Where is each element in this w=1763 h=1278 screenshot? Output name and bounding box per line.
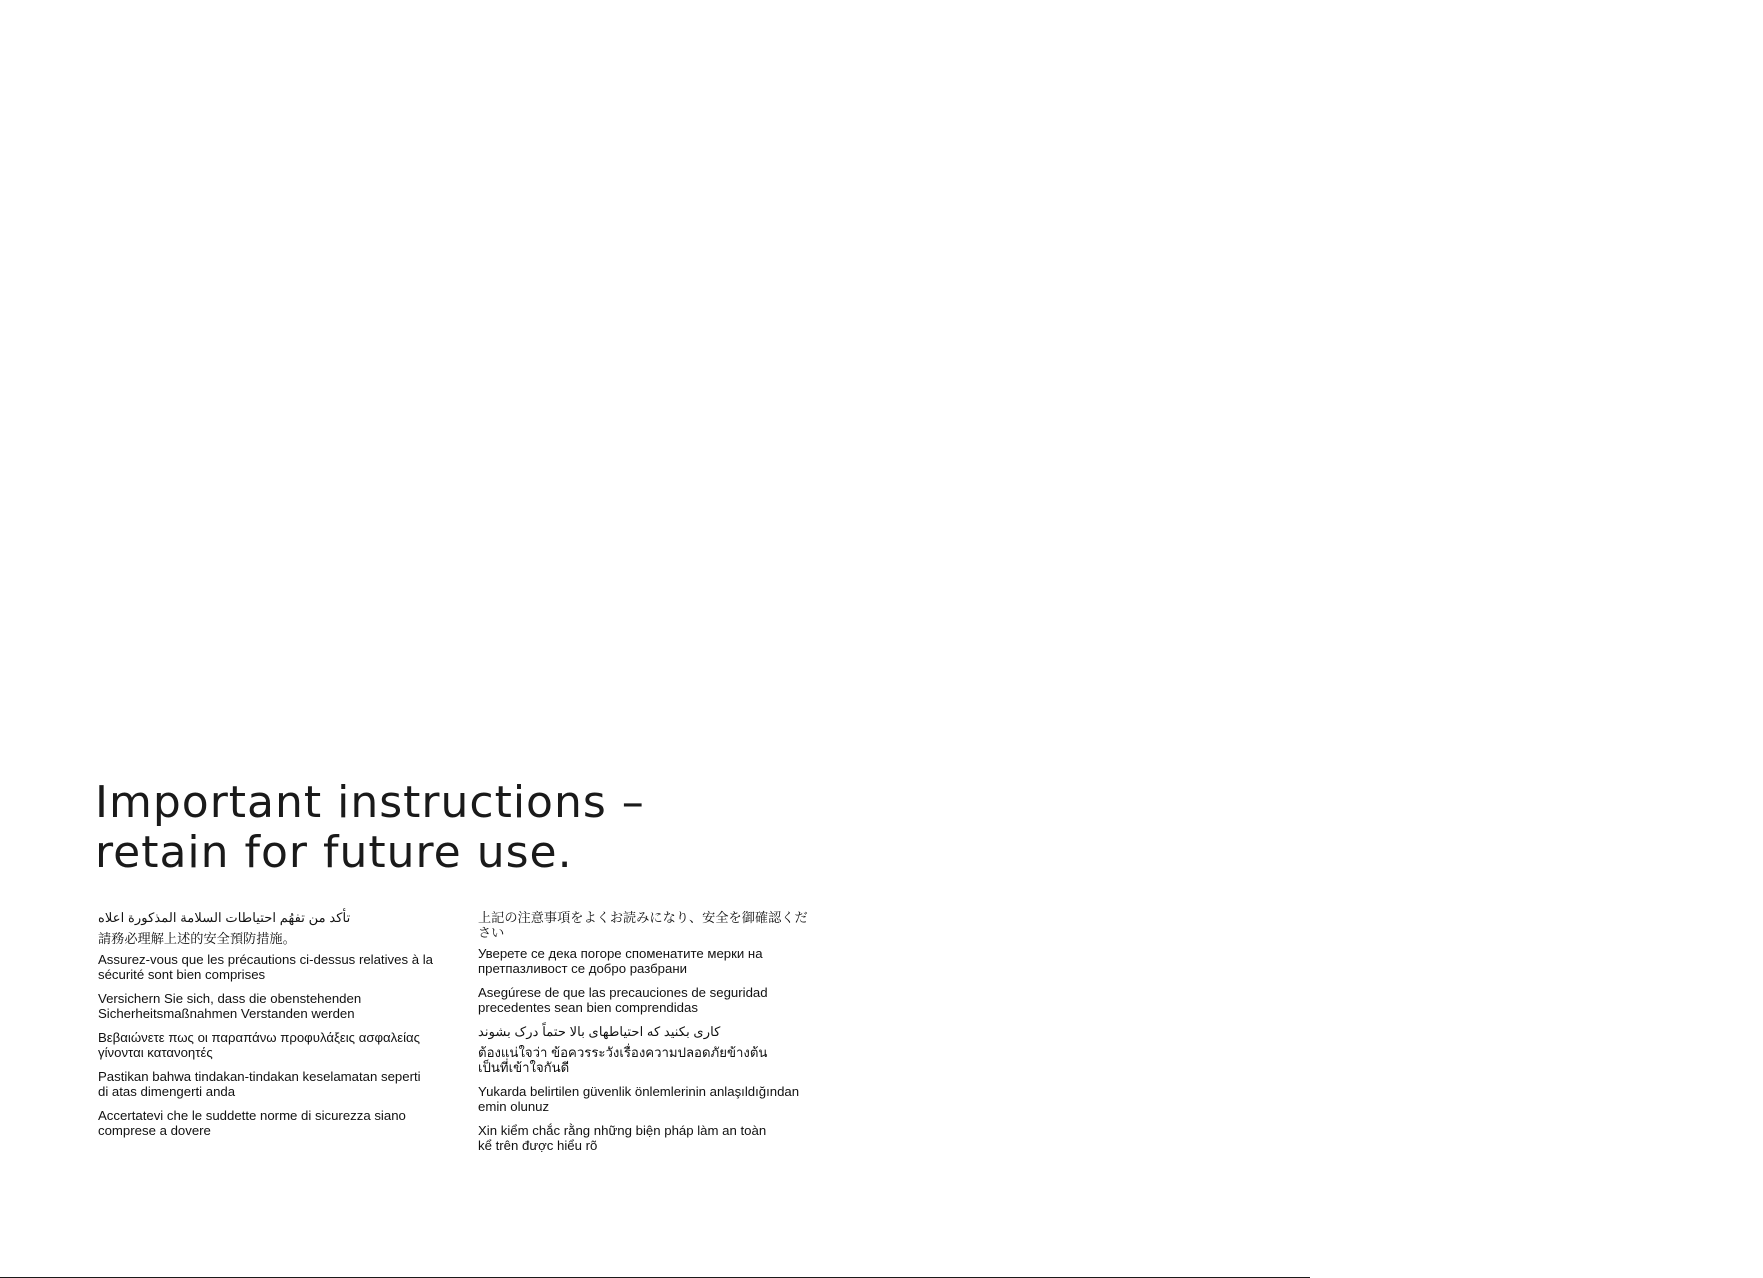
title-line-2: retain for future use.	[95, 827, 573, 878]
instruction-german: Versichern Sie sich, dass die obenstehenden Sicherheitsmaßnahmen Verstanden werden	[98, 991, 362, 1021]
instruction-persian: کاری بکنید که احتیاطهای بالا حتماً درک بشوند	[478, 1024, 721, 1039]
instruction-spanish: Asegúrese de que las precauciones de seguridad precedentes sean bien comprendidas	[478, 985, 768, 1015]
instruction-thai: ต้องแน่ใจว่า ข้อควรระวังเรื่องความปลอดภัยข้างต้น เป็นที่เข้าใจกันดี	[478, 1045, 768, 1075]
right-language-column	[478, 910, 818, 1162]
instruction-vietnamese: Xin kiểm chắc rằng những biện pháp làm an toàn kể trên được hiểu rõ	[478, 1123, 767, 1153]
instruction-macedonian: Уверете се дека погоре споменатите мерки на претпазливост се добро разбрани	[478, 946, 763, 976]
instruction-indonesian: Pastikan bahwa tindakan-tindakan keselamatan seperti di atas dimengerti anda	[98, 1069, 421, 1099]
instruction-chinese: 請務必理解上述的安全預防措施。	[98, 931, 296, 946]
left-language-column	[98, 910, 438, 1147]
title-line-1: Important instructions –	[95, 777, 645, 828]
instruction-greek: Βεβαιώνετε πως οι παραπάνω προφυλάξεις ασφαλείας γίνονται κατανοητές	[98, 1030, 421, 1060]
instruction-turkish: Yukarda belirtilen güvenlik önlemlerinin anlaşıldığından emin olunuz	[478, 1084, 800, 1114]
instruction-italian: Accertatevi che le suddette norme di sicurezza siano comprese a dovere	[98, 1108, 406, 1138]
instruction-arabic: تأكد من تفهُم احتياطات السلامة المذكورة اعلاه	[98, 910, 351, 925]
instruction-french: Assurez-vous que les précautions ci-dessus relatives à la sécurité sont bien comprises	[98, 952, 433, 982]
page-title	[95, 778, 645, 878]
instruction-japanese: 上記の注意事項をよくお読みになり、安全を御確認ください	[478, 910, 808, 940]
